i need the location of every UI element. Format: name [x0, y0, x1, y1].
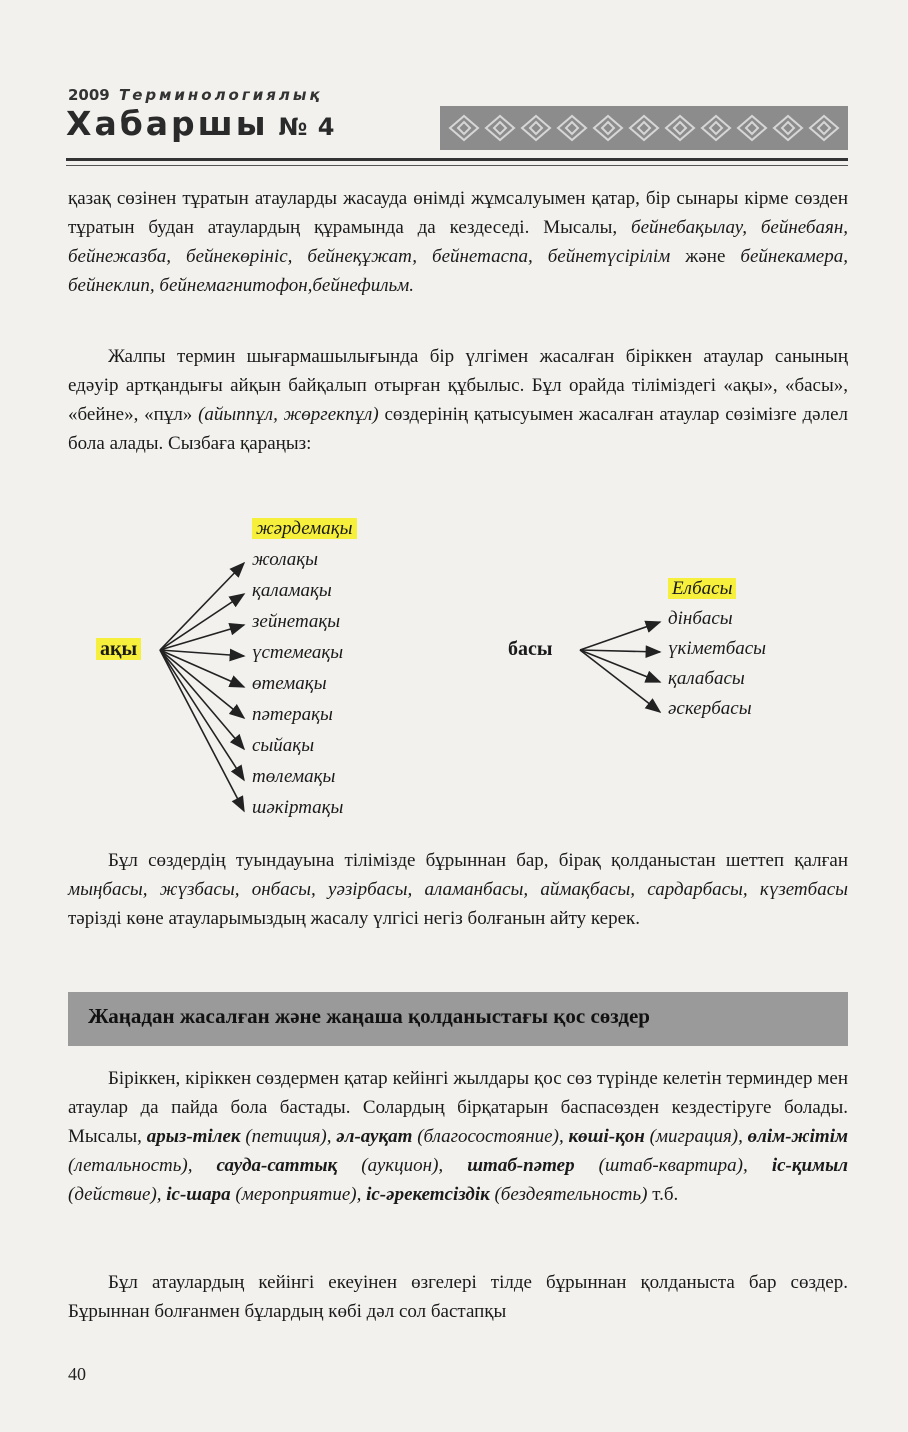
derived-word-basy: қалабасы [668, 668, 745, 689]
header-year: 2009 [68, 86, 110, 104]
header-subtitle [68, 86, 323, 104]
term: іс-шара [166, 1184, 231, 1205]
derived-word-basy: әскербасы [668, 698, 752, 719]
derived-word-aqy: жәрдемақы [252, 518, 357, 540]
derived-word-aqy: шәкіртақы [252, 797, 344, 818]
section-heading [68, 992, 848, 1046]
term: іс-әрекетсіздік [366, 1184, 490, 1205]
derived-word-aqy: жолақы [252, 549, 318, 570]
header-title-word: Терминологиялық [118, 86, 323, 104]
term-translation: (летальность), [68, 1155, 217, 1176]
term-translation: (петиция), [240, 1126, 337, 1147]
para4-end: т.б. [647, 1184, 679, 1205]
diagram-arrows [0, 510, 908, 830]
derived-word-basy: үкіметбасы [668, 638, 767, 659]
derived-word-basy: Елбасы [668, 578, 736, 600]
term-translation: (штаб-квартира), [574, 1155, 772, 1176]
derived-word-aqy: қаламақы [252, 580, 332, 601]
arrow-aqy [160, 650, 244, 811]
para1-examples: бейнебақылау, бейнебаян, бейнежазба, бейнекөрініс, бейнеқұжат, бейнетаспа, бейнетүсірілім [68, 217, 848, 267]
para1-examples-2: бейнекамера, бейнеклип, бейнемагнитофон,бейнефильм. [68, 246, 848, 296]
arrow-aqy [160, 650, 244, 749]
arrow-basy [580, 650, 660, 682]
para1-conj: және [670, 246, 741, 267]
term-translation: (аукцион), [337, 1155, 468, 1176]
arrow-aqy [160, 594, 244, 650]
term: сауда-саттық [216, 1155, 338, 1176]
derived-word-basy: дінбасы [668, 608, 733, 629]
term: өлім-жітім [747, 1126, 848, 1147]
term-translation: (благосостояние), [412, 1126, 569, 1147]
ornament-pattern [440, 106, 848, 150]
term: штаб-пәтер [467, 1155, 575, 1176]
paragraph-2 [68, 342, 848, 458]
term-translation: (бездеятельность) [489, 1184, 648, 1205]
term: көші-қон [568, 1126, 645, 1147]
para1-text: қазақ сөзінен тұратын атауларды жасауда өнімді жұмсалуымен қатар, бір сынары кірме сөзден тұратын будан атаулардың құрамында да кездеседі. Мысалы, [68, 188, 848, 238]
term: арыз-тілек [146, 1126, 241, 1147]
header-rule [66, 158, 848, 161]
term-translation: (мероприятие), [230, 1184, 367, 1205]
arrow-basy [580, 650, 660, 652]
term-translation: (действие), [68, 1184, 167, 1205]
arrow-basy [580, 622, 660, 650]
para5-text: Бұл атаулардың кейінгі екеуінен өзгелері тілде бұрыннан қолданыста бар сөздер. Бұрыннан болғанмен бұлардың көбі дәл сол бастапқы [68, 1272, 848, 1322]
paragraph-3 [68, 846, 848, 933]
para3-text: Бұл сөздердің туындауына тілімізде бұрыннан бар, бірақ қолданыстан шеттеп қалған [108, 850, 848, 871]
para4-intro: Біріккен, кіріккен сөздермен қатар кейінгі жылдары қос сөз түрінде келетін терминдер мен атаулар да пайда бола бастады. Солардың бірқатарын баспасөзден кездестіруге болады. Мысалы, [68, 1068, 848, 1147]
derived-word-aqy: пәтерақы [252, 704, 333, 725]
arrow-aqy [160, 650, 244, 718]
derived-word-aqy: сыйақы [252, 735, 315, 756]
word-formation-diagram [0, 510, 908, 830]
para3-examples: мыңбасы, жүзбасы, онбасы, уәзірбасы, аламанбасы, аймақбасы, сардарбасы, күзетбасы [68, 879, 848, 900]
root-aqy: ақы [96, 638, 141, 661]
paragraph-4 [68, 1064, 848, 1209]
header-rule-thin [66, 165, 848, 166]
paragraph-1 [68, 184, 848, 300]
derived-word-aqy: үстемеақы [252, 642, 344, 663]
arrow-aqy [160, 650, 244, 780]
para2-text: Жалпы термин шығармашылығында бір үлгімен жасалған біріккен атаулар санының едәуір артқандығы айқын байқалып отырған құбылыс. Бұл орайда тіліміздегі «ақы», «басы», «бейне», «пұл» [68, 346, 848, 425]
page-number: 40 [68, 1364, 86, 1384]
derived-word-aqy: төлемақы [252, 766, 336, 787]
paragraph-5 [68, 1268, 848, 1326]
term-translation: (миграция), [644, 1126, 748, 1147]
root-basy: басы [508, 638, 553, 660]
term: іс-қимыл [771, 1155, 848, 1176]
header-journal-title [66, 104, 335, 143]
issue-number: № 4 [278, 113, 336, 141]
header-ornament-band [440, 106, 848, 150]
term: әл-ауқат [336, 1126, 413, 1147]
para2-text-end: сөздерінің қатысуымен жасалған атаулар сөзімізге дәлел бола алады. Сызбаға қараңыз: [68, 404, 849, 454]
para3-text-end: тәрізді көне атауларымыздың жасалу үлгісі негіз болғанын айту керек. [68, 908, 641, 929]
para2-examples: (айыппұл, жөргекпұл) [198, 404, 379, 425]
derived-word-aqy: өтемақы [252, 673, 327, 694]
journal-name: Хабаршы [66, 104, 269, 143]
derived-word-aqy: зейнетақы [252, 611, 341, 632]
section-heading-text: Жаңадан жасалған және жаңаша қолданыстағы қос сөздер [88, 1004, 650, 1028]
arrow-basy [580, 650, 660, 712]
